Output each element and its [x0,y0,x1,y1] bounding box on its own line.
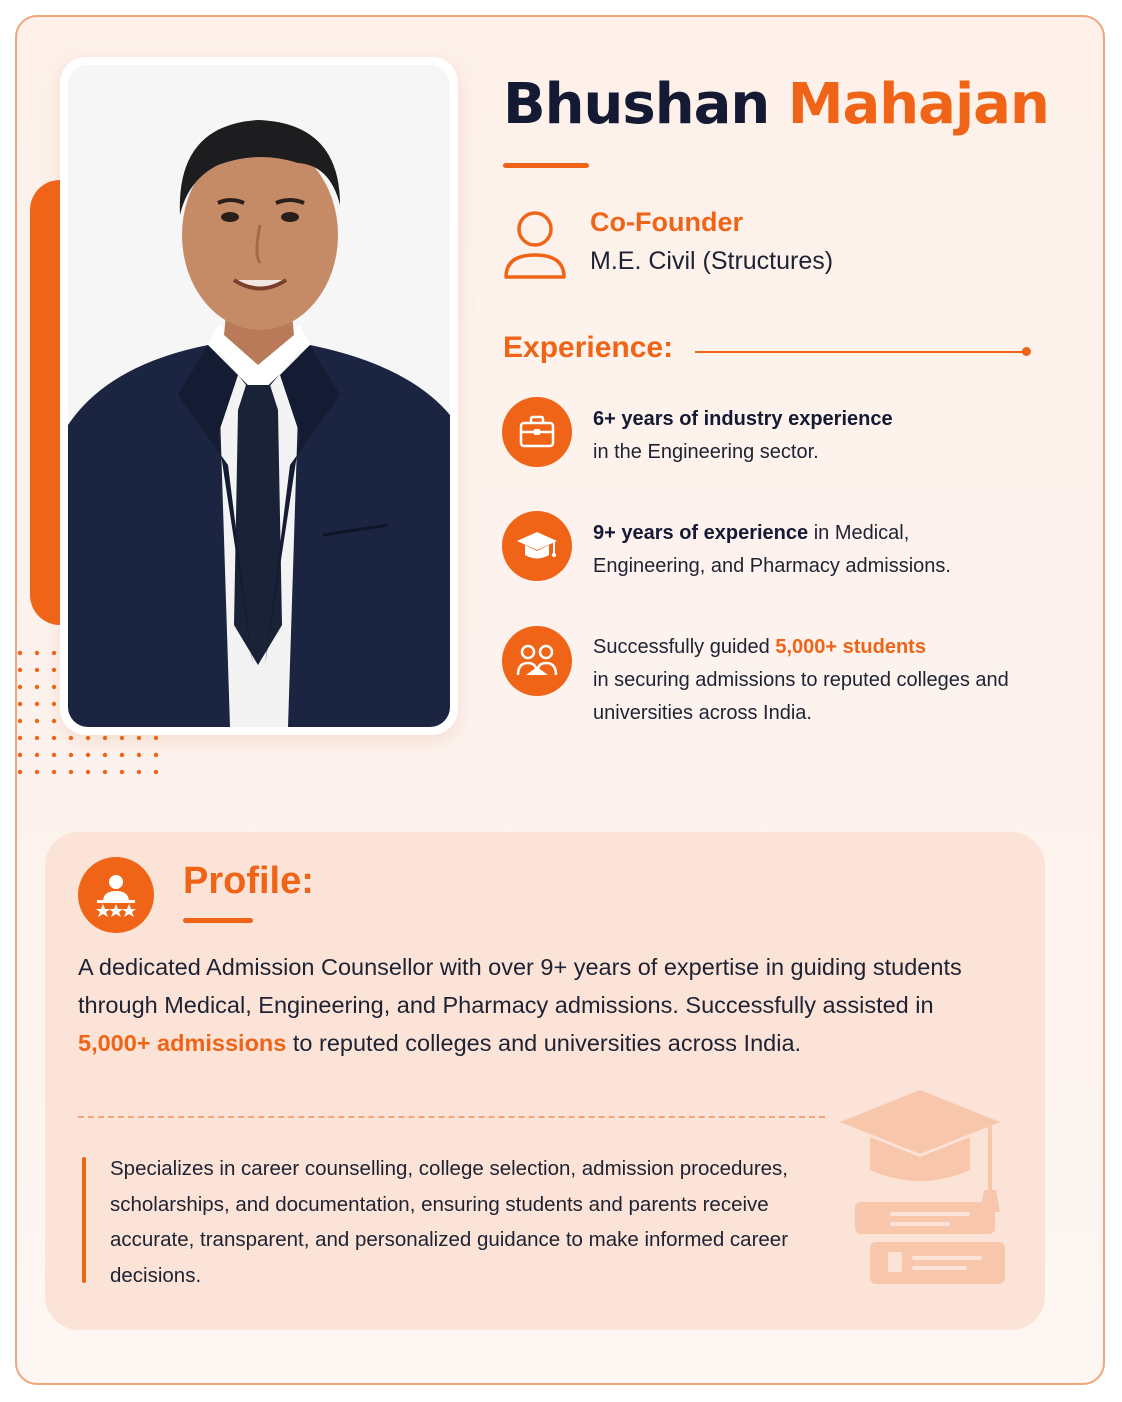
person-name [503,72,1049,137]
decor-dot [137,736,141,740]
decor-dot [18,702,22,706]
role-title: Co-Founder [590,207,743,237]
students-icon [502,626,572,696]
experience-item-students-text: in securing admissions to reputed colleges and universities across India. [593,669,1009,724]
decor-dot [103,753,107,757]
decor-dot [35,702,39,706]
person-portrait-illustration [68,65,450,727]
experience-item-students [593,631,1023,730]
graduation-cap-icon [502,511,572,581]
experience-item-industry [593,403,1023,469]
decor-dot [52,702,56,706]
decor-dot [103,736,107,740]
decor-dot [154,736,158,740]
decor-dot [52,719,56,723]
decor-dot [35,668,39,672]
decor-dot [69,736,73,740]
award-person-icon [78,857,154,933]
decor-dot [18,668,22,672]
decor-dot [86,736,90,740]
decor-dot [103,770,107,774]
admissions-count-highlight: 5,000+ admissions [78,1030,287,1056]
experience-item-admissions [593,517,1023,583]
decor-dot [18,736,22,740]
decor-dot [120,736,124,740]
experience-item-admissions-text: in Medical, Engineering, and Pharmacy admissions. [593,522,951,577]
decor-dot [86,770,90,774]
decor-dot [35,736,39,740]
decor-dot [52,770,56,774]
portrait-frame [60,57,458,735]
decor-dot [35,753,39,757]
decor-dot [52,753,56,757]
decor-dot [18,770,22,774]
decor-dot [35,770,39,774]
experience-item-industry-text: in the Engineering sector. [593,441,819,463]
decor-dot [52,736,56,740]
decor-dot [137,753,141,757]
experience-item-students-prefix: Successfully guided [593,636,776,658]
first-name: Bhushan [503,72,770,137]
dashed-divider [78,1116,825,1118]
experience-item-industry-bold: 6+ years of industry experience [593,408,893,430]
students-count-highlight: 5,000+ students [775,636,926,658]
portrait-photo [68,65,450,727]
decor-dot [69,770,73,774]
profile-description [78,948,978,1062]
books-graduation-cap-icon [830,1082,1010,1292]
name-underline [503,163,589,168]
decor-dot [52,685,56,689]
profile-underline [183,918,253,923]
experience-divider-dot [1022,347,1031,356]
degree: M.E. Civil (Structures) [590,247,834,275]
decor-dot [69,753,73,757]
decor-dot [35,685,39,689]
specialization-text: Specializes in career counselling, college selection, admission procedures, scholarships, and documentation, ensuring students and parents receive accurate, transparent, and personalized guidance to make informed career decisions. [110,1157,789,1287]
decor-dot [18,651,22,655]
experience-divider [695,351,1025,353]
decor-dot [35,651,39,655]
profile-description-text: A dedicated Admission Counsellor with over 9+ years of expertise in guiding students through Medical, Engineering, and Pharmacy admissions. Successfully assisted in [78,954,962,1018]
decor-dot [52,651,56,655]
experience-item-admissions-bold: 9+ years of experience [593,522,809,544]
decor-dot [86,753,90,757]
decor-dot [120,753,124,757]
decor-dot [154,753,158,757]
profile-heading: Profile: [183,860,314,902]
profile-description-text-end: to reputed colleges and universities across India. [286,1030,802,1056]
user-icon [502,205,572,285]
decor-dot [18,719,22,723]
briefcase-icon [502,397,572,467]
experience-heading: Experience: [503,331,674,364]
last-name: Mahajan [787,72,1049,137]
quote-accent-bar [82,1157,86,1283]
decor-dot [18,685,22,689]
decor-dot [120,770,124,774]
decor-dot [18,753,22,757]
decor-dot [35,719,39,723]
decor-dot [52,668,56,672]
decor-dot [154,770,158,774]
decor-dot [137,770,141,774]
